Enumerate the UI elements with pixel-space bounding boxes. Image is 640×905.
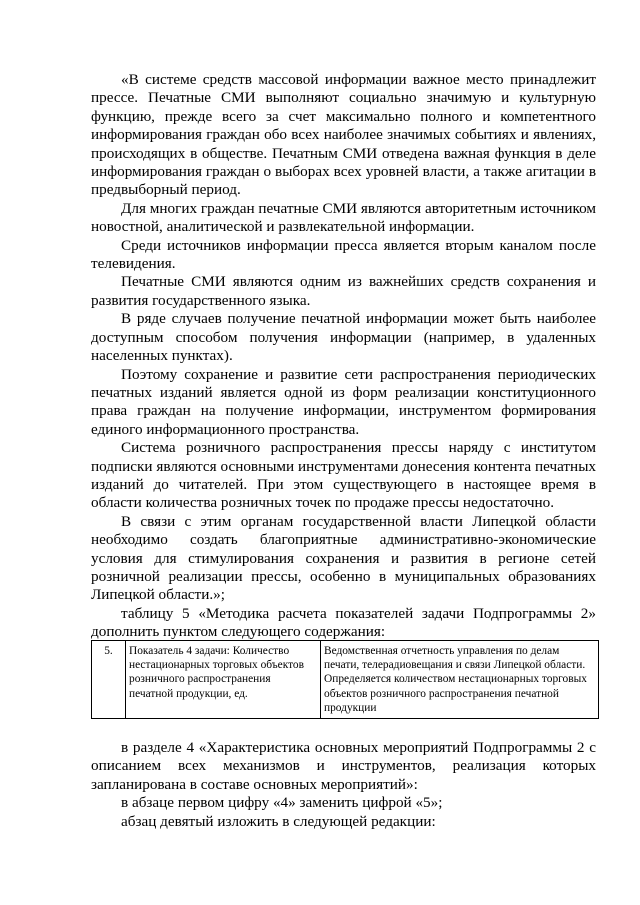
paragraph-regional-conditions: В связи с этим органам государственной власти Липецкой области необходимо создать благоприятные административно-экономические условия для стимулирования сохранения и развития в регионе сетей розничной реализации прессы, особенно в муниципальных образованиях Липецкой области.»; [91,512,596,604]
paragraph-authoritative-source: Для многих граждан печатные СМИ являются авторитетным источником новостной, аналитической и развлекательной информации. [91,199,596,236]
paragraph-remote-settlements: В ряде случаев получение печатной информации может быть наиболее доступным способом получения информации (например, в удаленных населенных пунктах). [91,310,596,365]
indicator-name-cell: Показатель 4 задачи: Количество нестационарных торговых объектов розничного распространения печатной продукции, ед. [126,641,321,719]
quoted-text-block [91,71,596,642]
paragraph-press-role: «В системе средств массовой информации важное место принадлежит прессе. Печатные СМИ выполняют социально значимую и культурную функцию, прежде всего за счет максимально полного и компетентного информирования граждан обо всех наиболее значимых событиях и явлениях, происходящих в обществе. Печатным СМИ отведена важная функция в деле информирования граждан о выборах всех уровней власти, а также агитации в предвыборный период. [91,71,596,199]
paragraph-state-language: Печатные СМИ являются одним из важнейших средств сохранения и развития государственного языка. [91,273,596,309]
paragraph-retail-system: Система розничного распространения прессы наряду с институтом подписки являются основными инструментами донесения контента печатных изданий до читателей. При этом существующего в настоящее время в области количества розничных точек по продаже прессы недостаточно. [91,439,596,512]
paragraph-second-channel: Среди источников информации пресса является вторым каналом после телевидения. [91,236,596,273]
paragraph-first-abzac: в абзаце первом цифру «4» заменить цифрой «5»; [121,794,443,812]
row-number-cell: 5. [92,641,126,719]
paragraph-table-amendment: таблицу 5 «Методика расчета показателей задачи Подпрограммы 2» дополнить пунктом следующего содержания: [91,604,596,641]
calculation-method-cell: Ведомственная отчетность управления по делам печати, телерадиовещания и связи Липецкой области. Определяется количеством нестационарных торговых объектов розничного распространения печатной продукции [321,641,599,719]
paragraph-section-four: в разделе 4 «Характеристика основных мероприятий Подпрограммы 2 с описанием всех механизмов и инструментов, реализация которых запланирована в составе основных мероприятий»: [91,739,596,793]
indicator-table-wrapper [91,640,598,719]
table-row [92,641,599,719]
paragraph-ninth-abzac: абзац девятый изложить в следующей редакции: [121,812,436,830]
paragraph-distribution-network: Поэтому сохранение и развитие сети распространения периодических печатных изданий является одной из форм реализации конституционного права граждан на получение информации, инструментом формирования единого информационного пространства. [91,365,596,438]
indicator-table [91,640,599,719]
amendment-text-block [91,739,596,831]
